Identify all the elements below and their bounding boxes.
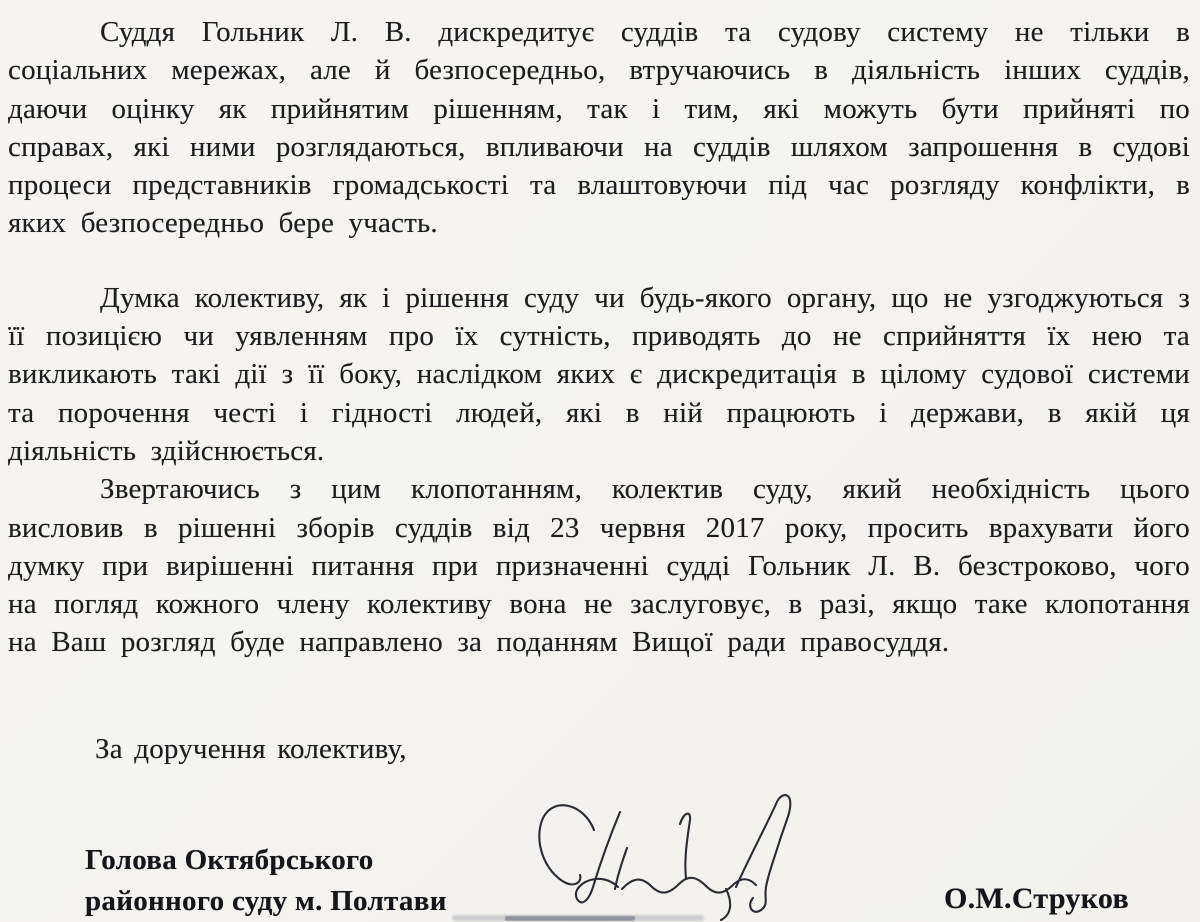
signatory-title (85, 840, 447, 922)
paragraph-petition: Звертаючись з цим клопотанням, колектив суду, який необхідність цього висловив в рішенні зборів суддів від 23 червня 2017 року, просить врахувати його думку при вирішенні питання при призначенні судді Гольник Л. В. безстроково, чого на погляд кожного члену колективу вона не заслуговує, в разі, якщо таке клопотання на Ваш розгляд буде направлено за поданням Вищої ради правосуддя. (8, 473, 1190, 659)
paragraph-collective-opinion: Думка колективу, як і рішення суду чи будь-якого органу, що не узгоджуються з її позицією чи уявленням про їх сутність, приводять до не сприйняття їх нею та викликають такі дії з її боку, наслідком яких є дискредитація в цілому судової системи та порочення честі і гідності людей, які в ній працюють і держави, в якій ця діяльність здійснюється. (8, 281, 1190, 467)
signatory-title-line1: Голова Октябрського (85, 844, 374, 876)
scan-artifact-dark (505, 916, 635, 921)
signatory-title-line2: районного суду м. Полтави (85, 885, 447, 917)
handwritten-signature-icon (530, 790, 870, 922)
signatory-name: О.М.Струков (944, 882, 1129, 915)
closing-line: За доручення колективу, (95, 732, 407, 765)
paragraph-discredit: Суддя Гольник Л. В. дискредитує суддів та судову систему не тільки в соціальних мережах, але й безпосередньо, втручаючись в діяльність інших суддів, даючи оцінку як прийнятим рішенням, так і тим, які можуть бути прийняті по справах, які ними розглядаються, впливаючи на суддів шляхом запрошення в судові процеси представників громадськості та влаштовуючи під час розгляду конфлікти, в яких безпосередньо бере участь. (8, 16, 1190, 240)
